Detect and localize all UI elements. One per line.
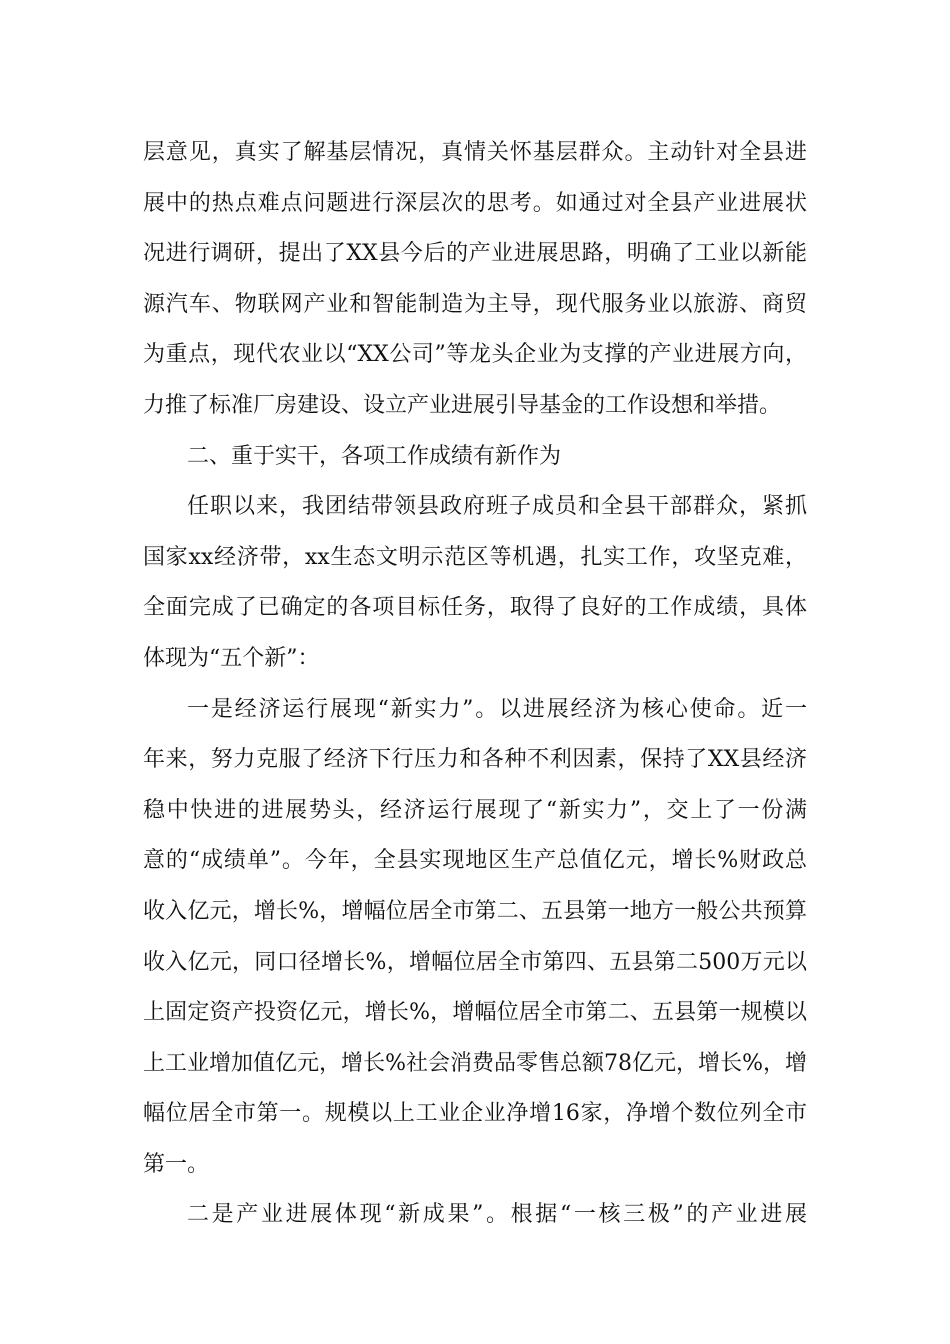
text-line: 上工业增加值亿元，增长%社会消费品零售总额78亿元，增长%，增 xyxy=(143,1050,807,1076)
paragraph xyxy=(143,128,807,432)
text-line: 源汽车、物联网产业和智能制造为主导，现代服务业以旅游、商贸 xyxy=(143,291,807,317)
text-line: 任职以来，我团结带领县政府班子成员和全县干部群众，紧抓 xyxy=(187,494,807,520)
text-line: 收入亿元，同口径增长%，增幅位居全市第四、五县第二500万元以 xyxy=(143,949,807,975)
text-line: 展中的热点难点问题进行深层次的思考。如通过对全县产业进展状 xyxy=(143,190,807,216)
text-line: 稳中快进的进展势头，经济运行展现了“新实力”，交上了一份满 xyxy=(143,797,807,823)
text-line: 一是经济运行展现“新实力”。以进展经济为核心使命。近一 xyxy=(187,696,807,722)
text-line: 况进行调研，提出了XX县今后的产业进展思路，明确了工业以新能 xyxy=(143,241,807,267)
document-body xyxy=(143,128,807,1241)
text-line: 力推了标准厂房建设、设立产业进展引导基金的工作设想和举措。 xyxy=(143,392,782,418)
text-line: 意的“成绩单”。今年，全县实现地区生产总值亿元，增长%财政总 xyxy=(143,848,807,874)
text-line: 上固定资产投资亿元，增长%，增幅位居全市第二、五县第一规模以 xyxy=(143,1000,807,1026)
text-line: 为重点，现代农业以“XX公司”等龙头企业为支撑的产业进展方向， xyxy=(143,342,807,368)
text-line: 全面完成了已确定的各项目标任务，取得了良好的工作成绩，具体 xyxy=(143,595,807,621)
paragraph xyxy=(143,482,807,684)
section-heading xyxy=(143,432,807,483)
text-line: 二是产业进展体现“新成果”。根据“一核三极”的产业进展 xyxy=(187,1202,807,1228)
text-line: 国家xx经济带，xx生态文明示范区等机遇，扎实工作，攻坚克难， xyxy=(143,544,807,570)
paragraph xyxy=(143,1190,807,1241)
text-line: 收入亿元，增长%，增幅位居全市第二、五县第一地方一般公共预算 xyxy=(143,898,807,924)
text-line: 体现为“五个新”： xyxy=(143,645,320,671)
text-line: 第一。 xyxy=(143,1151,210,1177)
text-line: 幅位居全市第一。规模以上工业企业净增16家，净增个数位列全市 xyxy=(143,1101,807,1127)
text-line: 层意见，真实了解基层情况，真情关怀基层群众。主动针对全县进 xyxy=(143,140,807,165)
heading-text: 二、重于实干，各项工作成绩有新作为 xyxy=(187,443,562,469)
paragraph xyxy=(143,685,807,1191)
text-line: 年来，努力克服了经济下行压力和各种不利因素，保持了XX县经济 xyxy=(143,747,807,773)
